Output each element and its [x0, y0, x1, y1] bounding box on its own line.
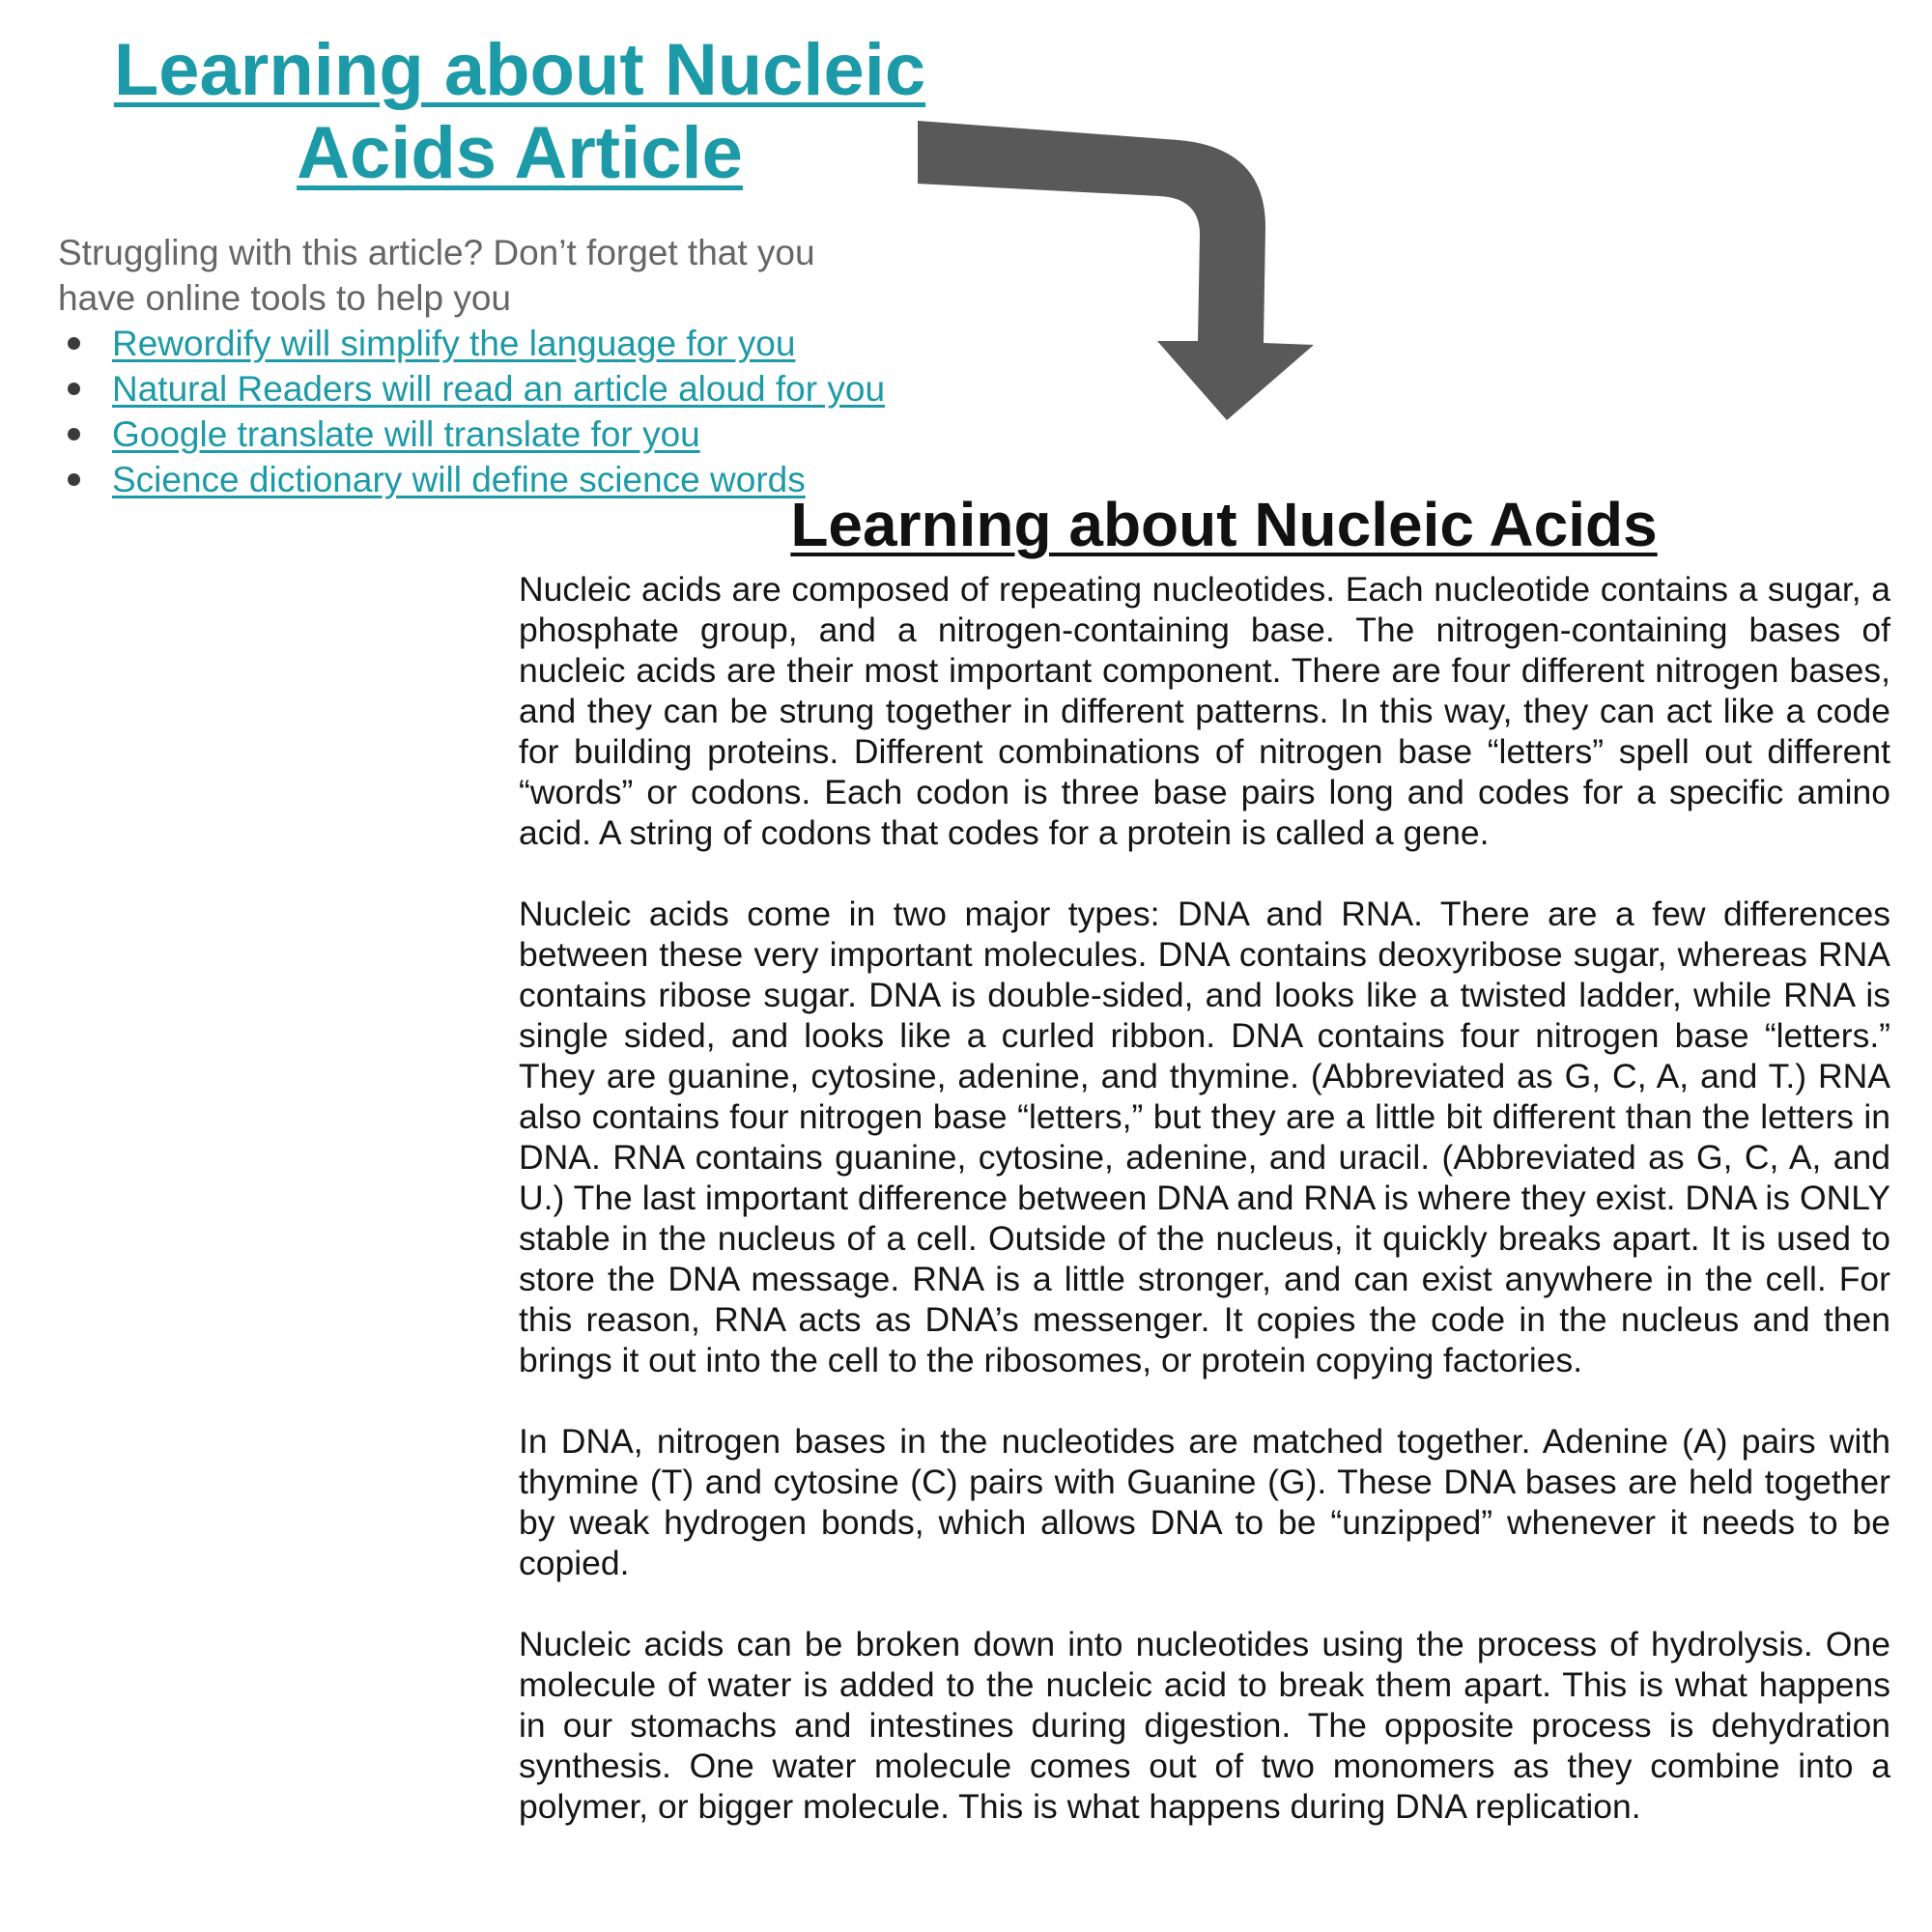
- science-dictionary-link[interactable]: Science dictionary will define science words: [112, 460, 806, 499]
- curved-arrow-down-icon: [918, 121, 1333, 420]
- page-title-line2: Acids Article: [297, 112, 743, 194]
- rewordify-link[interactable]: Rewordify will simplify the language for you: [112, 324, 796, 363]
- page-title-line1: Learning about Nucleic: [113, 29, 926, 111]
- arrow-shape: [918, 121, 1314, 420]
- article-paragraph: Nucleic acids come in two major types: DNA and RNA. There are a few differences between these very important molecules. DNA contains deoxyribose sugar, whereas RNA contains ribose sugar. DNA is double-sided, and looks like a twisted ladder, while RNA is single sided, and looks like a curled ribbon. DNA contains four nitrogen base “letters.” They are guanine, cytosine, adenine, and thymine. (Abbreviated as G, C, A, and T.) RNA also contains four nitrogen base “letters,” but they are a little bit different than the letters in DNA. RNA contains guanine, cytosine, adenine, and uracil. (Abbreviated as G, C, A, and U.) The last important difference between DNA and RNA is where they exist. DNA is ONLY stable in the nucleus of a cell. Outside of the nucleus, it quickly breaks apart. It is used to store the DNA message. RNA is a little stronger, and can exist anywhere in the cell. For this reason, RNA acts as DNA’s messenger. It copies the code in the nucleus and then brings it out into the cell to the ribosomes, or protein copying factories.: [519, 895, 1890, 1379]
- bullet-icon: [68, 337, 80, 350]
- article: [519, 488, 1890, 1867]
- google-translate-link[interactable]: Google translate will translate for you: [112, 414, 700, 454]
- list-item: [56, 321, 925, 366]
- list-item: [56, 366, 925, 412]
- helper-line1: Struggling with this article? Don’t forget that you: [58, 233, 815, 272]
- article-paragraph: Nucleic acids are composed of repeating nucleotides. Each nucleotide contains a sugar, a phosphate group, and a nitrogen-containing base. The nitrogen-containing bases of nucleic acids are their most important component. There are four different nitrogen bases, and they can be strung together in different patterns. In this way, they can act like a code for building proteins. Different combinations of nitrogen base “letters” spell out different “words” or codons. Each codon is three base pairs long and codes for a specific amino acid. A string of codons that codes for a protein is called a gene.: [519, 570, 1890, 852]
- article-paragraph: In DNA, nitrogen bases in the nucleotides are matched together. Adenine (A) pairs with thymine (T) and cytosine (C) pairs with Guanine (G). These DNA bases are held together by weak hydrogen bonds, which allows DNA to be “unzipped” whenever it needs to be copied.: [519, 1422, 1890, 1582]
- helper-line2: have online tools to help you: [58, 278, 512, 318]
- tool-list: [56, 321, 925, 502]
- bullet-icon: [68, 383, 80, 395]
- tools-panel: [56, 29, 925, 502]
- page-title-link[interactable]: [56, 29, 954, 195]
- bullet-icon: [68, 428, 80, 440]
- helper-text: [58, 230, 908, 321]
- article-paragraph: Nucleic acids can be broken down into nucleotides using the process of hydrolysis. One molecule of water is added to the nucleic acid to break them apart. This is what happens in our stomachs and intestines during digestion. The opposite process is dehydration synthesis. One water molecule comes out of two monomers as they combine into a polymer, or bigger molecule. This is what happens during DNA replication.: [519, 1625, 1890, 1826]
- list-item: [56, 412, 925, 457]
- natural-readers-link[interactable]: Natural Readers will read an article aloud for you: [112, 369, 886, 409]
- bullet-icon: [68, 473, 80, 486]
- article-title: Learning about Nucleic Acids: [790, 490, 1658, 559]
